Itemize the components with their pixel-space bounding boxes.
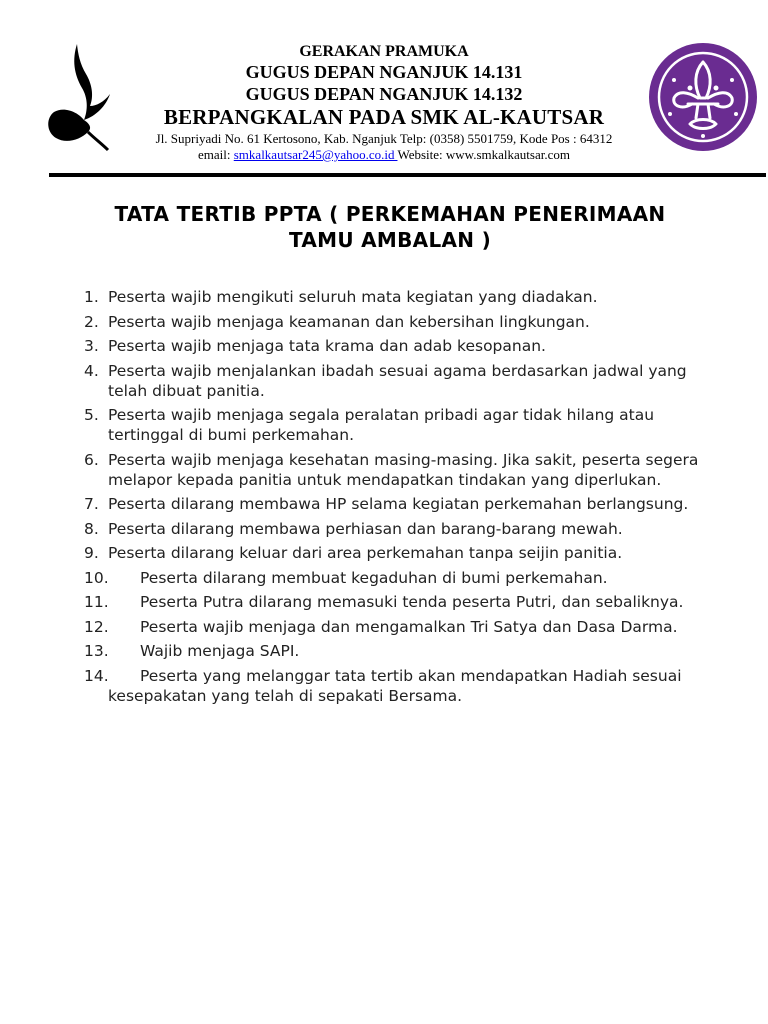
list-item [84, 543, 724, 563]
item-text: Peserta dilarang membuat kegaduhan di bumi perkemahan. [140, 568, 608, 587]
item-text: Peserta wajib menjaga kesehatan masing-masing. Jika sakit, peserta segera melapor kepada panitia untuk mendapatkan tindakan yang diperlukan. [108, 450, 699, 489]
item-text: Peserta wajib menjaga keamanan dan kebersihan lingkungan. [108, 312, 590, 331]
item-number: 7. [84, 495, 99, 513]
list-item [84, 405, 724, 445]
item-text: Peserta wajib menjaga dan mengamalkan Tri Satya dan Dasa Darma. [140, 617, 678, 636]
item-number: 14. [84, 666, 109, 685]
list-item [84, 666, 724, 706]
list-item [84, 312, 724, 332]
list-item [84, 336, 724, 356]
item-number: 11. [84, 593, 109, 611]
item-number: 4. [84, 361, 99, 380]
item-text: Peserta wajib mengikuti seluruh mata kegiatan yang diadakan. [108, 288, 598, 306]
item-text: Peserta dilarang membawa perhiasan dan barang-barang mewah. [108, 519, 623, 538]
item-text: Peserta dilarang keluar dari area perkemahan tanpa seijin panitia. [108, 544, 623, 562]
letterhead [100, 42, 668, 163]
item-text: Wajib menjaga SAPI. [140, 642, 300, 660]
item-number: 3. [84, 337, 99, 355]
title-line-2: TAMU AMBALAN ) [288, 228, 492, 252]
document-title [60, 201, 720, 253]
item-number: 10. [84, 568, 109, 587]
item-text: Peserta yang melanggar tata tertib akan mendapatkan Hadiah sesuai kesepakatan yang telah di sepakati Bersama. [108, 666, 682, 705]
item-number: 13. [84, 642, 109, 660]
list-item [84, 519, 724, 539]
list-item [84, 641, 724, 661]
list-item [84, 568, 724, 588]
item-number: 6. [84, 450, 99, 469]
item-text: Peserta wajib menjalankan ibadah sesuai agama berdasarkan jadwal yang telah dibuat panitia. [108, 361, 687, 400]
item-number: 12. [84, 617, 109, 636]
item-text: Peserta wajib menjaga segala peralatan pribadi agar tidak hilang atau tertinggal di bumi perkemahan. [108, 406, 655, 444]
item-text: Peserta dilarang membawa HP selama kegiatan perkemahan berlangsung. [108, 495, 689, 513]
item-number: 8. [84, 519, 99, 538]
item-number: 5. [84, 406, 99, 424]
letterhead-divider [49, 173, 766, 177]
item-text: Peserta wajib menjaga tata krama dan adab kesopanan. [108, 337, 546, 355]
item-text: Peserta Putra dilarang memasuki tenda peserta Putri, dan sebaliknya. [140, 593, 684, 611]
title-line-1: TATA TERTIB PPTA ( PERKEMAHAN PENERIMAAN [114, 202, 666, 226]
organization-name: GERAKAN PRAMUKA [299, 43, 469, 60]
list-item [84, 592, 724, 612]
contact-line [100, 147, 668, 163]
list-item [84, 450, 724, 490]
gugus-depan-2: GUGUS DEPAN NGANJUK 14.132 [245, 84, 523, 104]
website-text: Website: www.smkalkautsar.com [397, 147, 570, 162]
rules-list [84, 287, 724, 710]
address-line: Jl. Supriyadi No. 61 Kertosono, Kab. Nganjuk Telp: (0358) 5501759, Kode Pos : 64312 [155, 131, 613, 146]
school-base: BERPANGKALAN PADA SMK AL-KAUTSAR [163, 105, 605, 129]
item-number: 1. [84, 288, 99, 306]
list-item [84, 287, 724, 307]
list-item [84, 617, 724, 637]
email-label: email: [198, 147, 234, 162]
item-number: 2. [84, 312, 99, 331]
gugus-depan-1: GUGUS DEPAN NGANJUK 14.131 [245, 62, 523, 82]
list-item [84, 361, 724, 401]
item-number: 9. [84, 544, 99, 562]
world-scout-emblem-icon [648, 42, 758, 152]
email-link[interactable]: smkalkautsar245@yahoo.co.id [233, 147, 398, 162]
list-item [84, 494, 724, 514]
